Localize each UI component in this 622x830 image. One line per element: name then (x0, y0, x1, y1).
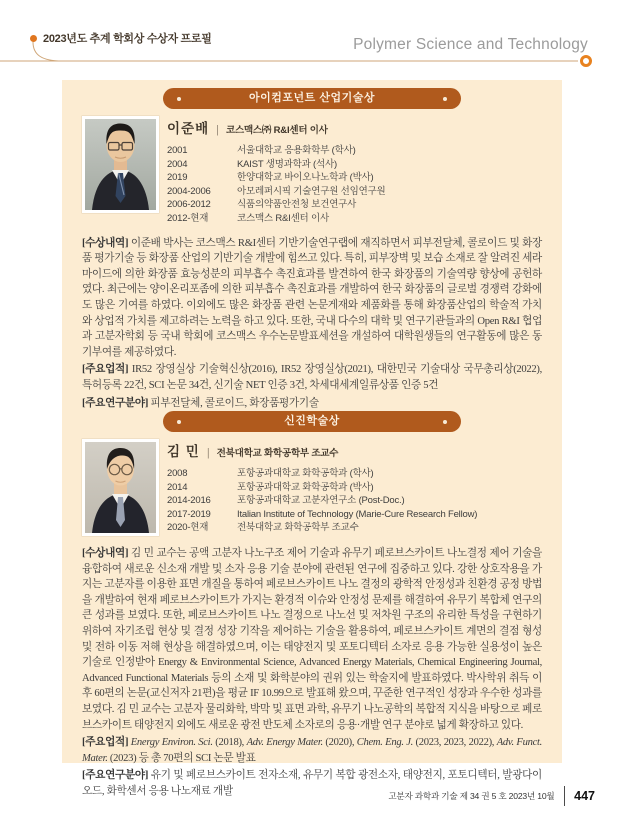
career-period: 2004 (167, 158, 188, 170)
award-title: 아이컴포넌트 산업기술상 (249, 92, 375, 104)
page-number: 447 (574, 789, 595, 803)
career-row (167, 171, 542, 185)
career-desc: 한양대학교 바이오나노학과 (박사) (237, 172, 374, 184)
award-title: 신진학술상 (284, 415, 340, 427)
career-desc: 서울대학교 응용화학부 (학사) (237, 145, 356, 156)
award-summary (82, 236, 542, 361)
person-info (167, 116, 542, 226)
career-row (167, 198, 542, 212)
career-period: 2020-현재 (167, 522, 209, 534)
career-row (167, 212, 542, 226)
header-bullet-icon (30, 35, 37, 42)
research-areas-text: 유기 및 페로브스카이트 전자소재, 유무기 복합 광전소자, 태양전지, 포토디텍터, 발광다이오드, 화학센서 응용 나노재료 개발 (82, 770, 542, 797)
career-row (167, 521, 542, 535)
research-areas (82, 396, 542, 412)
pill-dot-icon (177, 420, 181, 424)
pill-dot-icon (443, 420, 447, 424)
award-summary-label: [수상내역] (82, 548, 129, 559)
pill-dot-icon (443, 97, 447, 101)
achievements-text: IR52 장영실상 기술혁신상(2016), IR52 장영실상(2021), 대한민국 기술대상 국무총리상(2022), 특허등록 22건, SCI 논문 34건, 신기술 NET 인증 3건, 차세대세계일류상품 인증 5건 (82, 364, 542, 391)
award-section-industry (82, 88, 542, 409)
header-left-label: 2023년도 추계 학회상 수상자 프로필 (43, 33, 212, 45)
footer-divider (564, 786, 566, 806)
name-divider: | (206, 447, 210, 459)
award-summary-label: [수상내역] (82, 237, 129, 249)
person-name: 이준배 (167, 121, 210, 136)
career-desc: 코스맥스 R&I센터 이사 (237, 212, 329, 224)
career-desc: 포항공과대학교 화학공학과 (박사) (237, 481, 374, 493)
footer-journal-info: 고분자 과학과 기술 제 34 권 5 호 2023년 10월 (388, 791, 555, 801)
person-affiliation: 코스맥스㈜ R&I센터 이사 (225, 125, 328, 136)
name-divider: | (216, 124, 219, 136)
career-desc: KAIST 생명과학과 (석사) (237, 158, 337, 170)
person-name: 김 민 (167, 444, 200, 459)
journal-title: Polymer Science and Technology (353, 36, 588, 53)
career-desc: Italian Institute of Technology (Marie-Cure Research Fellow) (237, 508, 478, 520)
career-desc: 식품의약품안전청 보건연구사 (237, 199, 357, 211)
career-desc: 전북대학교 화학공학부 조교수 (237, 522, 359, 534)
achievements (82, 735, 542, 766)
page-header (0, 0, 622, 72)
career-list (167, 467, 542, 535)
page-footer (388, 786, 595, 806)
award-pill (163, 88, 461, 109)
portrait-man-rect-glasses-icon (85, 119, 156, 210)
person-block (82, 439, 542, 536)
research-areas-label: [주요연구분야] (82, 770, 149, 782)
achievements-label: [주요업적] (82, 737, 129, 749)
research-areas-text: 피부전달체, 콜로이드, 화장품평가기술 (150, 397, 319, 409)
career-row (167, 185, 542, 199)
career-period: 2014 (167, 481, 188, 493)
award-summary-text: 김 민 교수는 공액 고분자 나노구조 제어 기술과 유무기 페로브스카이트 나노결정 제어 기술을 융합하여 새로운 신소재 개발 및 소자 응용 기술 분야에 관련된 연구에 집중하고 있다. 강한 상호작용을 가지는 고분자를 이용한 표면 개질을 통하여 페로브스카이트 나노 결정의 광학적 안정성과 친환경 공정 방법을 개발하여 현재 페로브스카이트가 가지는 환경적 이슈와 안정성 문제를 해결하여 유무기 복합체 연구의 큰 성과를 보였다. 또한, 페로브스카이트 나노 결정으로 나노선 및 저차원 구조의 유리한 특성을 구현하기 위하여 자기조립 현상 및 결정 성장 기작을 제어하는 기술을 활용하여, 페로브스카이트 계면의 결점 형성 및 전하 이동 저해 현상을 해결하였으며, 이는 태양전지 및 포토디텍터 소자로 응용 가능한 실용성이 높은 기술로 인정받아 Energy & Environmental Science, Advanced Energy Materials, Chemical Engineering Journal, Advanced Functional Materials 등의 소재 및 화학분야의 권위 있는 학술지에 발표하였다. 박사학위 취득 이후 60편의 논문(교신저자 21편)을 평균 IF 10.99으로 발표해 왔으며, 꾸준한 연구적인 성장과 우수한 성과를 보였다. 김 민 교수는 고분자 물리화학, 박막 및 표면 과학, 유무기 나노공학의 복합적 지식을 바탕으로 페로브스카이트 태양전지 외에도 새로운 광전 반도체 소자로의 응용·개발 연구 분야로 넓게 확장하고 있다. (82, 548, 542, 731)
career-row (167, 494, 542, 508)
person-info (167, 439, 542, 536)
career-period: 2017-2019 (167, 508, 211, 520)
award-summary-text: 이준배 박사는 코스맥스 R&I센터 기반기술연구랩에 재직하면서 피부전달체, 콜로이드 및 화장품 평가기술 등 화장품 산업의 기반기술 개발에 힘쓰고 있다. 특히, 피부장벽 및 보습 소재로 잘 알려진 세라마이드에 의한 화장품 효능성분의 피부흡수 촉진효과를 발견하여 한국 화장품의 기술역량 향상에 공헌하였다. 최근에는 양이온리포좀에 의한 피부흡수 촉진효과를 개발하여 한국 화장품의 글로벌 경쟁력 강화에도 많은 기여를 하였다. 이외에도 많은 화장품 관련 논문게재와 제품화를 통해 화장품산업의 학술적 가치와 상업적 가치를 제고하려는 노력을 하고 있다. 또한, 국내 다수의 대학 및 연구기관들과의 Open R&I 협업과 고분자학회 등 국내 학회에 코스맥스 우수논문발표세션을 개설하여 대학원생들의 연구활동에 많은 동기부여를 제공하였다. (82, 237, 542, 358)
header-left (30, 30, 212, 46)
career-row (167, 158, 542, 172)
profile-photo (82, 116, 159, 213)
career-period: 2012-현재 (167, 212, 209, 224)
achievements-text: Energy Environ. Sci. (2018), Adv. Energy Mater. (2020), Chem. Eng. J. (2023, 2023, 2022), Adv. Funct. Mater. (2023) 등 총 70편의 SCI 논문 발표 (82, 737, 542, 764)
career-period: 2001 (167, 145, 188, 156)
career-row (167, 481, 542, 495)
career-period: 2014-2016 (167, 495, 211, 507)
header-ring-icon (582, 57, 591, 66)
achievements (82, 362, 542, 393)
career-desc: 아모레퍼시픽 기술연구원 선임연구원 (237, 185, 386, 197)
career-list (167, 144, 542, 226)
profile-photo (82, 439, 159, 536)
career-row (167, 508, 542, 522)
career-desc: 포항공과대학교 화학공학과 (학사) (237, 468, 374, 479)
person-affiliation: 전북대학교 화학공학부 조교수 (216, 448, 339, 459)
name-row (167, 440, 542, 460)
research-areas-label: [주요연구분야] (82, 397, 149, 409)
career-period: 2019 (167, 172, 188, 184)
career-period: 2004-2006 (167, 185, 211, 197)
portrait-man-round-glasses-icon (85, 442, 156, 533)
career-row (167, 144, 542, 158)
achievements-label: [주요업적] (82, 364, 129, 376)
name-row (167, 117, 542, 137)
career-row (167, 467, 542, 481)
career-period: 2006-2012 (167, 199, 211, 211)
award-pill (163, 411, 461, 432)
award-summary (82, 546, 542, 733)
career-desc: 포항공과대학교 고분자연구소 (Post-Doc.) (237, 495, 405, 507)
career-period: 2008 (167, 468, 188, 479)
pill-dot-icon (177, 97, 181, 101)
person-block (82, 116, 542, 226)
